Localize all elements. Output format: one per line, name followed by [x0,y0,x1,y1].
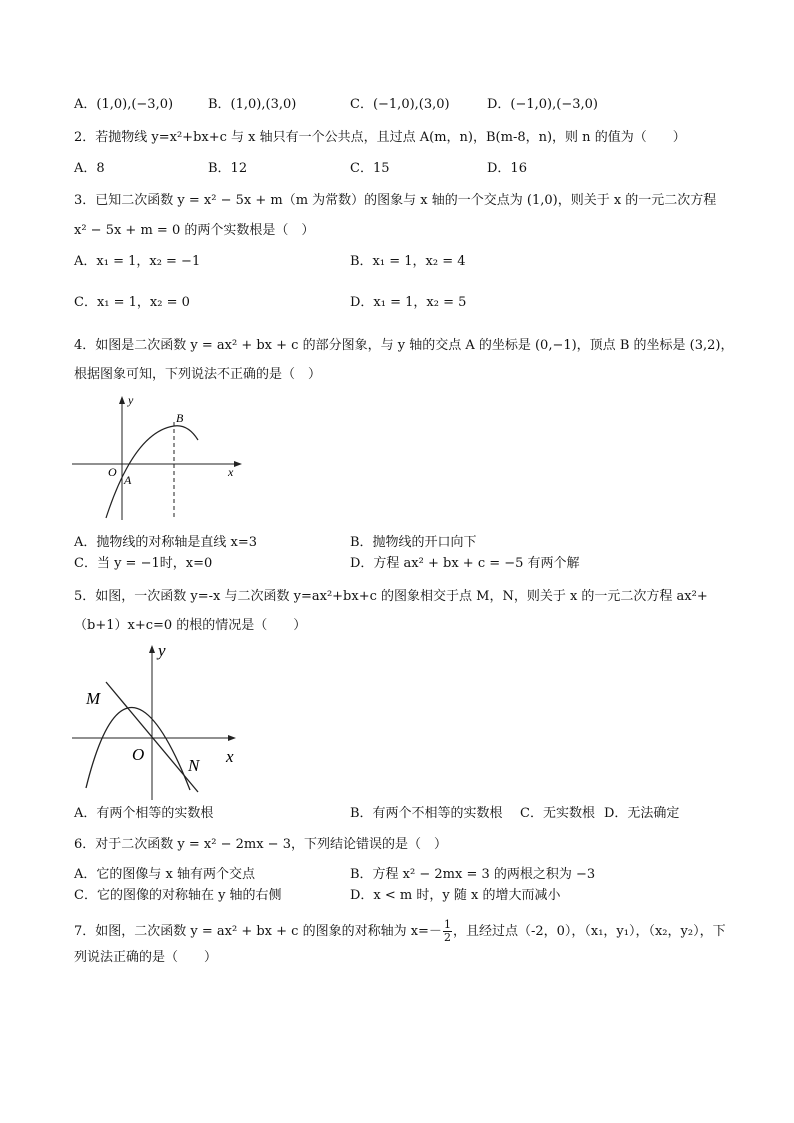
q7-stem-line2: 列说法正确的是（ ） [74,950,218,965]
q5-x-arrow [228,735,236,741]
q4-y-arrow [119,396,125,404]
q4-y-label: y [128,393,134,407]
q7-fraction-denominator: 2 [443,931,451,944]
q5-option-b: B．有两个不相等的实数根 [350,806,503,821]
q5-y-label: y [158,641,166,660]
q4-option-a: A．抛物线的对称轴是直线 x=3 [74,535,258,550]
q7-fraction [443,919,452,944]
q5-intersection-graph [70,640,250,802]
q6-stem: 6．对于二次函数 y = x² − 2mx − 3，下列结论错误的是（ ） [74,837,447,852]
q1-option-a: A．(1,0),(−3,0) [74,97,174,112]
q4-option-c: C．当 y = −1时，x=0 [74,556,213,571]
q3-stem-line2: x² − 5x + m = 0 的两个实数根是（ ） [74,223,315,238]
q5-option-a: A．有两个相等的实数根 [74,806,214,821]
q5-point-n-label: N [188,756,200,775]
q4-stem-line2: 根据图象可知，下列说法不正确的是（ ） [74,367,322,382]
q5-y-arrow [149,645,155,653]
q7-stem-line1 [74,919,726,944]
q1-option-b: B．(1,0),(3,0) [208,97,297,112]
q4-point-a-label: A [124,473,132,487]
q3-option-c: C．x₁ = 1，x₂ = 0 [74,295,190,310]
q7-fraction-numerator: 1 [443,918,451,931]
q4-origin-label: O [108,465,117,479]
q4-parabola-curve [106,426,198,518]
q5-origin-label: O [132,745,145,764]
q5-x-label: x [226,747,234,766]
q6-option-c: C．它的图像的对称轴在 y 轴的右侧 [74,888,282,903]
q4-x-label: x [228,465,234,479]
q5-stem-line1: 5．如图，一次函数 y=-x 与二次函数 y=ax²+bx+c 的图象相交于点 M，N，则关于 x 的一元二次方程 ax²+ [74,589,708,604]
q3-option-d: D．x₁ = 1，x₂ = 5 [350,295,467,310]
q7-stem-part-a: 7．如图，二次函数 y = ax² + bx + c 的图象的对称轴为 x=－ [74,924,442,939]
q1-option-c: C．(−1,0),(3,0) [350,97,450,112]
q4-x-arrow [234,461,242,467]
q5-option-c: C．无实数根 [520,806,595,821]
q2-option-a: A．8 [74,161,105,176]
q6-option-b: B．方程 x² − 2mx = 3 的两根之积为 −3 [350,867,596,882]
q1-option-d: D．(−1,0),(−3,0) [487,97,598,112]
q4-stem-line1: 4．如图是二次函数 y = ax² + bx + c 的部分图象，与 y 轴的交点 A 的坐标是 (0,−1)，顶点 B 的坐标是 (3,2)， [74,338,734,353]
q2-option-b: B．12 [208,161,248,176]
q3-option-a: A．x₁ = 1，x₂ = −1 [74,254,201,269]
q5-option-d: D．无法确定 [604,806,680,821]
q2-option-c: C．15 [350,161,390,176]
q4-option-d: D．方程 ax² + bx + c = −5 有两个解 [350,556,580,571]
q7-stem-part-b: ，且经过点（-2，0），（x₁，y₁），（x₂，y₂），下 [452,924,726,939]
q3-stem-line1: 3．已知二次函数 y = x² − 5x + m（m 为常数）的图象与 x 轴的一个交点为 (1,0)，则关于 x 的一元二次方程 [74,193,717,208]
q6-option-d: D．x < m 时，y 随 x 的增大而减小 [350,888,561,903]
q2-stem: 2．若抛物线 y=x²+bx+c 与 x 轴只有一个公共点，且过点 A(m，n)，B(m-8，n)，则 n 的值为（ ） [74,130,686,145]
q3-option-b: B．x₁ = 1，x₂ = 4 [350,254,466,269]
q4-option-b: B．抛物线的开口向下 [350,535,477,550]
q4-parabola-graph [70,392,250,524]
q2-option-d: D．16 [487,161,527,176]
q6-option-a: A．它的图像与 x 轴有两个交点 [74,867,255,882]
q5-point-m-label: M [86,689,101,708]
q5-stem-line2: （b+1）x+c=0 的根的情况是（ ） [74,618,307,633]
q4-point-b-label: B [176,411,184,425]
